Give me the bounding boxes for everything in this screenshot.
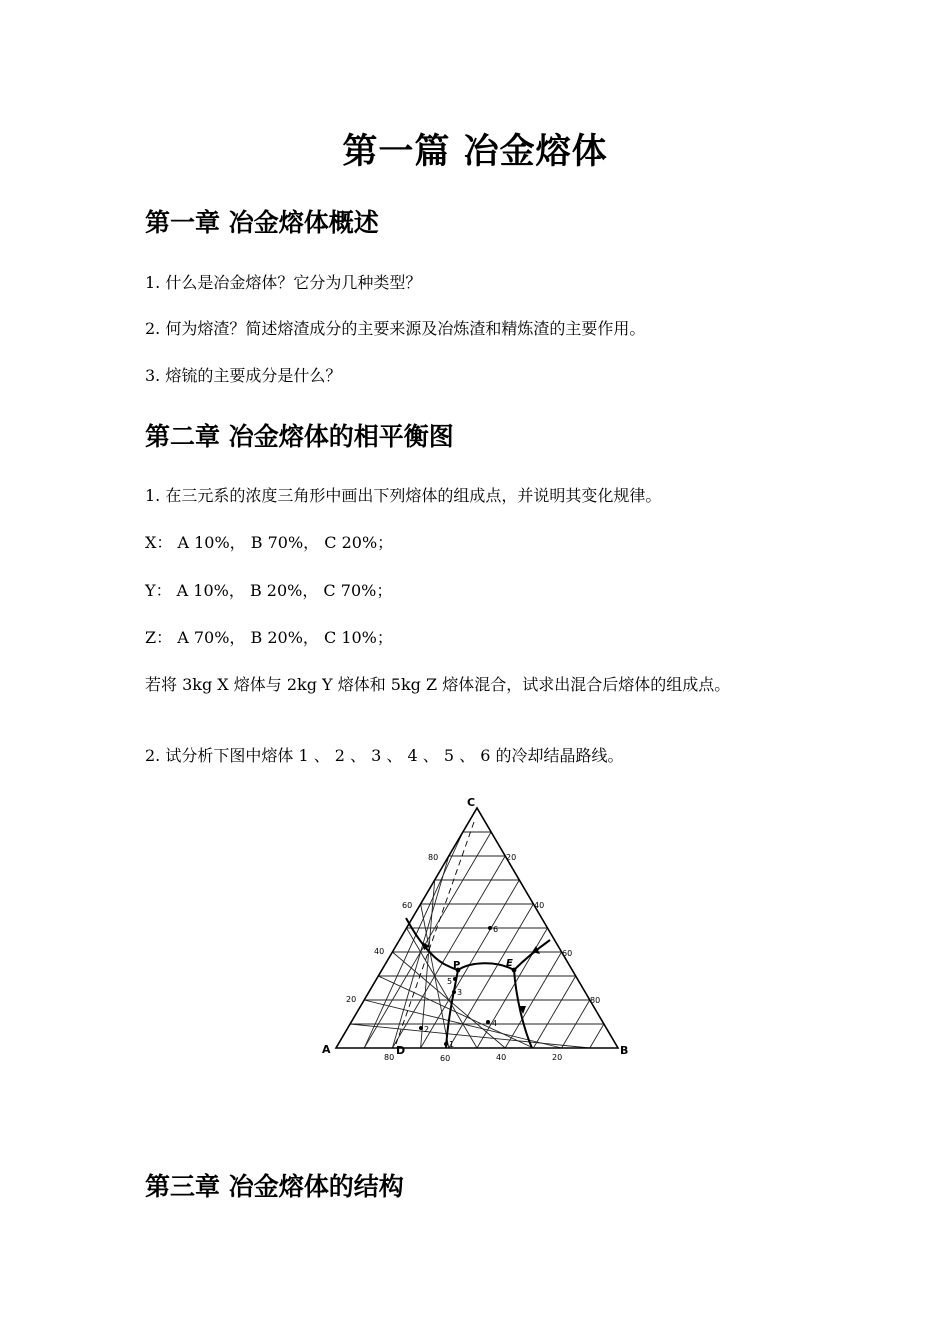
melt-label-2: 2 bbox=[424, 1025, 430, 1034]
bottom-tick-40: 40 bbox=[496, 1053, 507, 1062]
chapter-2-question-1: 1. 在三元系的浓度三角形中画出下列熔体的组成点，并说明其变化规律。 bbox=[145, 486, 662, 505]
composition-y: Y： A 10%， B 20%， C 70%； bbox=[145, 581, 393, 600]
composition-z: Z： A 70%， B 20%， C 10%； bbox=[145, 628, 393, 647]
bottom-tick-60: 60 bbox=[440, 1054, 451, 1063]
right-tick-20: 20 bbox=[506, 853, 517, 862]
grid-line bbox=[407, 928, 478, 1048]
grid-line bbox=[350, 1024, 590, 1048]
triangle-grid bbox=[350, 832, 604, 1048]
grid-line bbox=[590, 1024, 604, 1048]
part-title: 第一篇 冶金熔体 bbox=[342, 132, 608, 172]
chapter-1-question-3: 3. 熔锍的主要成分是什么？ bbox=[145, 366, 342, 385]
melt-label-4: 4 bbox=[492, 1019, 498, 1028]
grid-line bbox=[533, 976, 575, 1048]
left-tick-40: 40 bbox=[374, 947, 385, 956]
point-3 bbox=[452, 990, 456, 994]
vertex-label-c: C bbox=[467, 796, 476, 809]
point-1 bbox=[444, 1042, 448, 1046]
ternary-phase-diagram bbox=[318, 792, 628, 1070]
point-6 bbox=[488, 926, 492, 930]
left-tick-60: 60 bbox=[402, 901, 413, 910]
melt-label-1: 1 bbox=[449, 1040, 455, 1049]
bottom-tick-20: 20 bbox=[552, 1053, 563, 1062]
point-4 bbox=[486, 1020, 490, 1024]
right-tick-60: 60 bbox=[562, 949, 573, 958]
melt-label-3: 3 bbox=[457, 988, 463, 997]
point-5 bbox=[453, 977, 457, 981]
melt-label-5: 5 bbox=[447, 977, 453, 986]
left-tick-20: 20 bbox=[346, 995, 357, 1004]
chapter-2-title: 第二章 冶金熔体的相平衡图 bbox=[145, 422, 454, 451]
composition-x: X： A 10%， B 70%， C 20%； bbox=[145, 533, 394, 552]
point-label-e: E bbox=[506, 958, 513, 969]
right-tick-80: 80 bbox=[590, 996, 601, 1005]
ternary-diagram-svg bbox=[318, 792, 628, 1070]
chapter-1-title: 第一章 冶金熔体概述 bbox=[145, 208, 379, 237]
mixing-question: 若将 3kg X 熔体与 2kg Y 熔体和 5kg Z 熔体混合，试求出混合后熔体的组成点。 bbox=[145, 675, 731, 694]
right-tick-40: 40 bbox=[534, 901, 545, 910]
point-label-p: P bbox=[453, 960, 461, 971]
vertex-label-b: B bbox=[620, 1044, 628, 1057]
chapter-3-title: 第三章 冶金熔体的结构 bbox=[145, 1172, 404, 1201]
melt-label-6: 6 bbox=[493, 925, 499, 934]
chapter-1-question-1: 1. 什么是冶金熔体？它分为几种类型？ bbox=[145, 273, 422, 292]
boundary-curve-right bbox=[514, 940, 550, 970]
vertex-label-a: A bbox=[322, 1043, 331, 1056]
left-tick-80: 80 bbox=[428, 853, 439, 862]
chapter-1-question-2: 2. 何为熔渣？简述熔渣成分的主要来源及冶炼渣和精炼渣的主要作用。 bbox=[145, 319, 646, 338]
point-2 bbox=[419, 1026, 423, 1030]
grid-line bbox=[378, 976, 533, 1048]
point-label-d: D bbox=[396, 1044, 406, 1057]
bottom-tick-80: 80 bbox=[384, 1053, 395, 1062]
chapter-2-question-2: 2. 试分析下图中熔体 1 、 2 、 3 、 4 、 5 、 6 的冷却结晶路线。 bbox=[145, 746, 624, 765]
